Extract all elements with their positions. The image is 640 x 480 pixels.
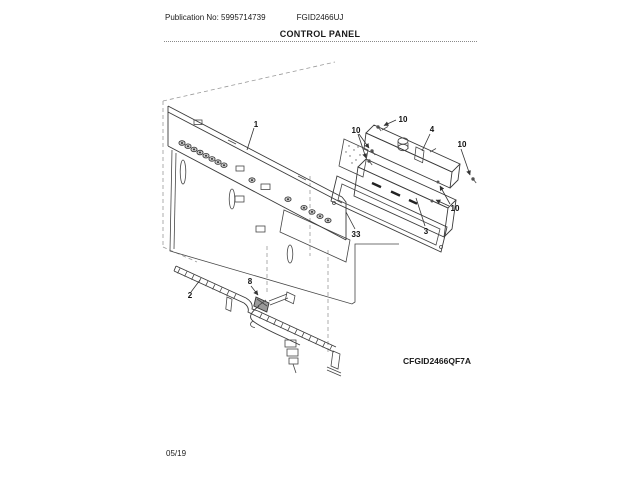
button-holes bbox=[179, 141, 331, 223]
wire-harness bbox=[251, 306, 300, 373]
diagram-code: CFGID2466QF7A bbox=[403, 356, 472, 366]
screw-icon bbox=[471, 177, 476, 183]
callout-8: 8 bbox=[247, 277, 253, 286]
model-number: FGID2466UJ bbox=[296, 13, 344, 22]
gasket-part bbox=[331, 176, 447, 252]
callout-1: 1 bbox=[253, 120, 259, 129]
dashed-guides bbox=[163, 62, 335, 352]
cover-part bbox=[364, 125, 460, 188]
control-board-part bbox=[339, 139, 456, 237]
page-title: CONTROL PANEL bbox=[279, 29, 361, 39]
callout-10-right: 10 bbox=[457, 140, 467, 149]
callout-10-bottom: 10 bbox=[450, 204, 460, 213]
publication-number: Publication No: 5995714739 bbox=[165, 13, 266, 22]
callout-3: 3 bbox=[423, 227, 429, 236]
screw-icon bbox=[431, 200, 434, 203]
callout-10-top: 10 bbox=[398, 115, 408, 124]
screw-icon bbox=[367, 159, 372, 165]
screw-icon bbox=[370, 149, 375, 155]
grommet-part bbox=[254, 292, 295, 312]
trim-strip-part bbox=[174, 266, 341, 376]
callout-33: 33 bbox=[351, 230, 361, 239]
screw-icon bbox=[437, 181, 440, 184]
callout-2: 2 bbox=[187, 291, 193, 300]
revision-date: 05/19 bbox=[166, 449, 187, 458]
callout-10-left: 10 bbox=[351, 126, 361, 135]
callout-4: 4 bbox=[429, 125, 435, 134]
